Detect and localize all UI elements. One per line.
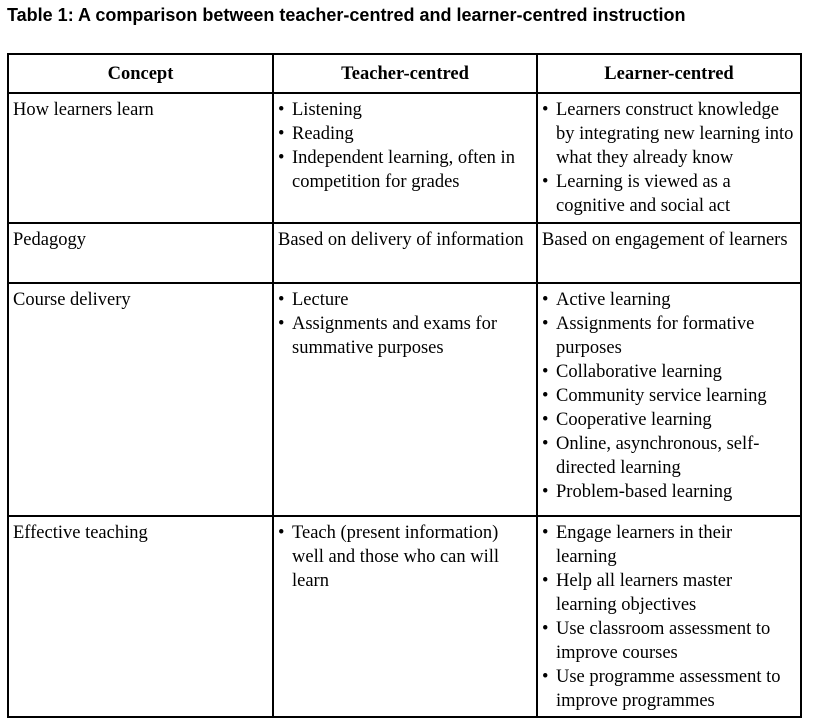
list-item: • Assignments for formative purposes [542, 312, 796, 360]
list-item: • Learners construct knowledge by integrating new learning into what they already know [542, 98, 796, 170]
list-item: • Problem-based learning [542, 480, 796, 504]
list-item: • Learning is viewed as a cognitive and social act [542, 170, 796, 218]
list-item: • Use programme assessment to improve programmes [542, 665, 796, 713]
list-item: • Community service learning [542, 384, 796, 408]
list-item: • Engage learners in their learning [542, 521, 796, 569]
teacher-cell [273, 283, 537, 516]
list-item: • Listening [278, 98, 532, 122]
concept-cell: Pedagogy [8, 223, 273, 283]
table-row [8, 223, 801, 283]
list-item: • Collaborative learning [542, 360, 796, 384]
header-concept: Concept [8, 54, 273, 93]
table-row [8, 93, 801, 223]
teacher-cell: Based on delivery of information [273, 223, 537, 283]
list-item: • Cooperative learning [542, 408, 796, 432]
concept-cell: Effective teaching [8, 516, 273, 717]
teacher-cell [273, 516, 537, 717]
list-item: • Reading [278, 122, 532, 146]
learner-cell [537, 283, 801, 516]
list-item: • Assignments and exams for summative purposes [278, 312, 532, 360]
learner-cell [537, 93, 801, 223]
header-teacher-centred: Teacher-centred [273, 54, 537, 93]
header-learner-centred: Learner-centred [537, 54, 801, 93]
table-row [8, 283, 801, 516]
list-item: • Teach (present information) well and those who can will learn [278, 521, 532, 593]
list-item: • Independent learning, often in competition for grades [278, 146, 532, 194]
learner-cell [537, 516, 801, 717]
list-item: • Use classroom assessment to improve courses [542, 617, 796, 665]
list-item: • Active learning [542, 288, 796, 312]
comparison-table [7, 53, 802, 718]
list-item: • Help all learners master learning objectives [542, 569, 796, 617]
list-item: • Lecture [278, 288, 532, 312]
concept-cell: How learners learn [8, 93, 273, 223]
teacher-cell [273, 93, 537, 223]
learner-cell: Based on engagement of learners [537, 223, 801, 283]
table-title: Table 1: A comparison between teacher-centred and learner-centred instruction [7, 5, 686, 25]
table-row [8, 516, 801, 717]
concept-cell: Course delivery [8, 283, 273, 516]
list-item: • Online, asynchronous, self-directed learning [542, 432, 796, 480]
header-row [8, 54, 801, 93]
